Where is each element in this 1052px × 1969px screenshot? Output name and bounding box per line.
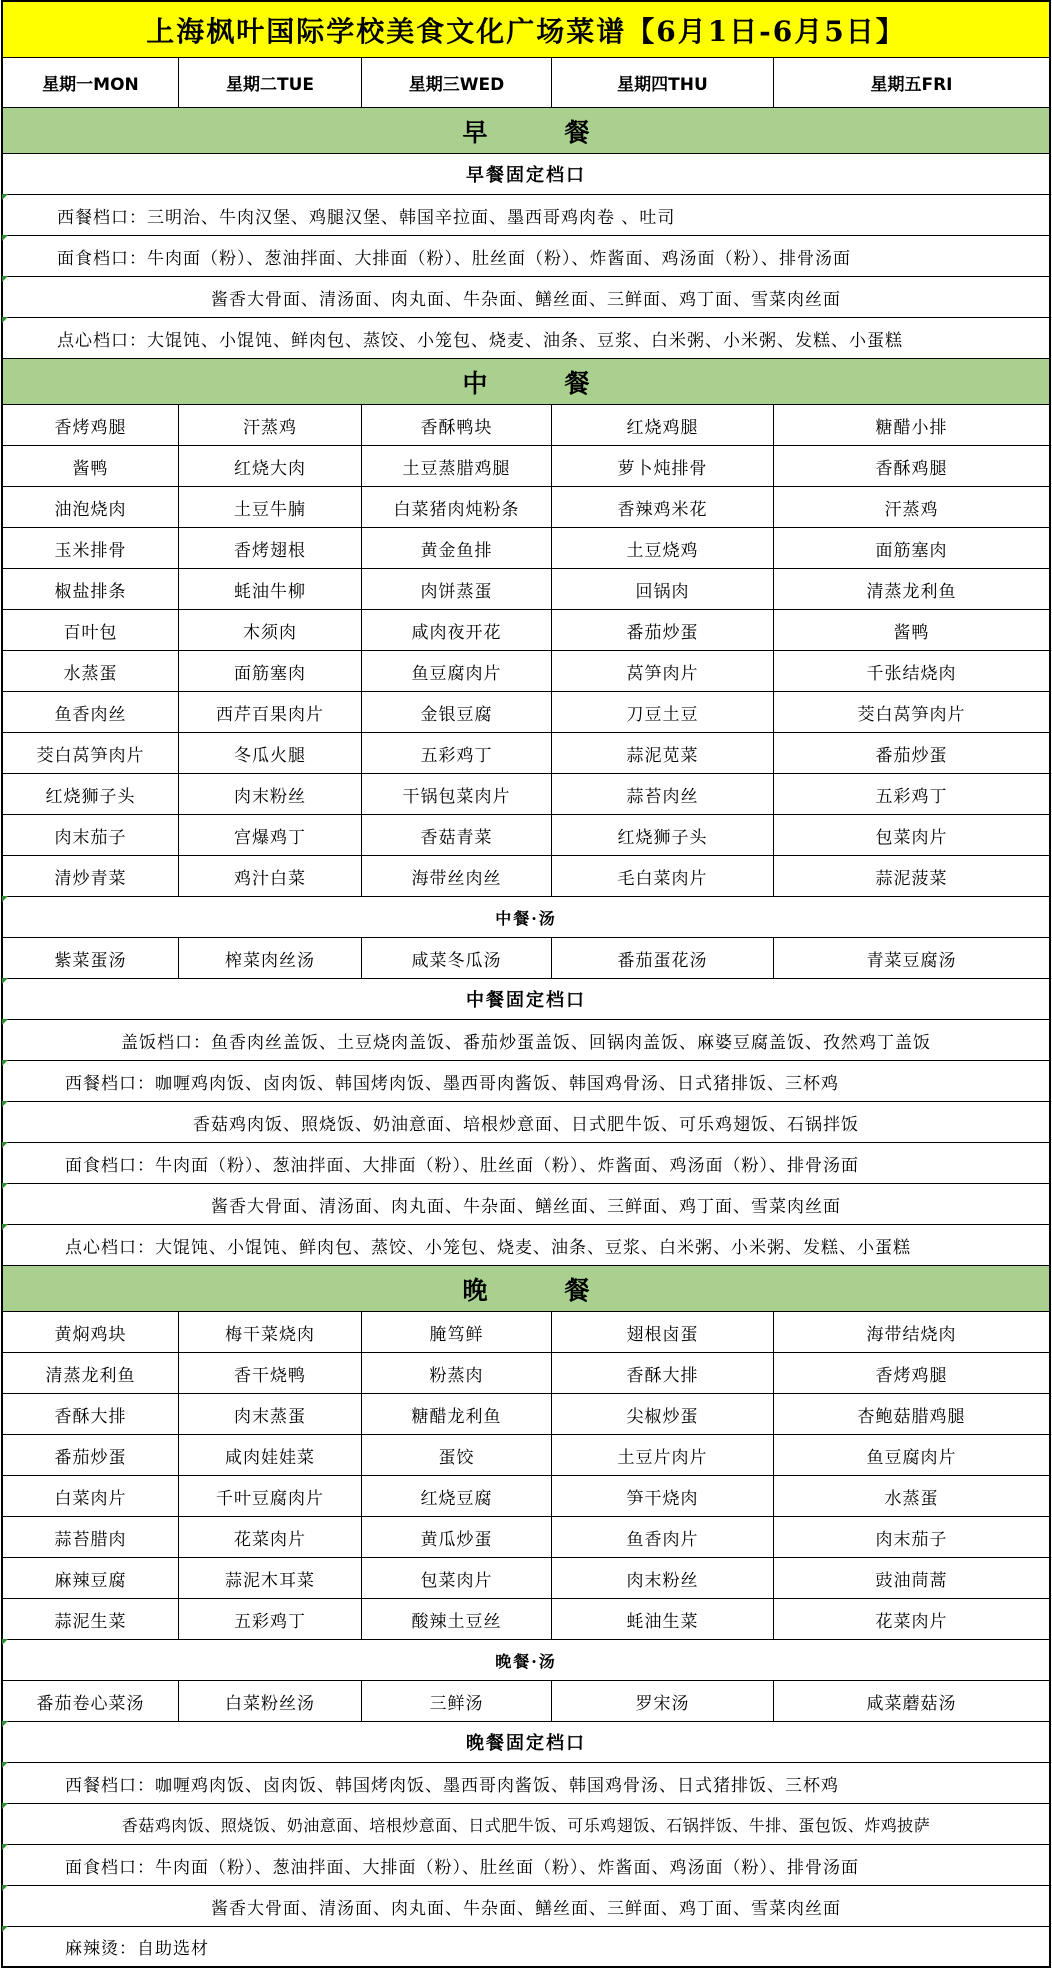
lunch-fixed-heading: 中餐固定档口 — [466, 990, 586, 1011]
dinner-dish-tue: 蒜泥木耳菜 — [179, 1558, 362, 1598]
dinner-dish-fri: 杏鲍菇腊鸡腿 — [857, 1406, 966, 1427]
lunch-dish-mon: 肉末茄子 — [3, 815, 179, 855]
table-row — [1, 528, 1051, 569]
lunch-line — [1, 1184, 1051, 1225]
dinner-western-stall: 西餐档口：咖喱鸡肉饭、卤肉饭、韩国烤肉饭、墨西哥肉酱饭、韩国鸡骨汤、日式猪排饭、三杯鸡 — [65, 1775, 839, 1796]
dinner-dish-tue: 梅干菜烧肉 — [179, 1312, 362, 1352]
dinner-dish-mon: 香酥大排 — [3, 1394, 179, 1434]
dinner-dish-mon: 番茄炒蛋 — [3, 1435, 179, 1475]
dinner-dish-wed: 包菜肉片 — [362, 1558, 552, 1598]
lunch-dish-tue: 蚝油牛柳 — [179, 569, 362, 609]
dinner-soup-row — [1, 1681, 1051, 1722]
lunch-dish-mon: 香烤鸡腿 — [3, 405, 179, 445]
table-row — [1, 405, 1051, 446]
lunch-line — [1, 1143, 1051, 1184]
dinner-soup-header — [1, 1640, 1051, 1681]
dinner-dish-mon: 黄焖鸡块 — [3, 1312, 179, 1352]
dinner-heading: 晚 餐 — [462, 1275, 616, 1305]
lunch-dish-wed: 鱼豆腐肉片 — [362, 651, 552, 691]
dinner-dish-tue: 五彩鸡丁 — [179, 1599, 362, 1639]
table-row — [1, 1599, 1051, 1640]
dinner-malatang-stall: 麻辣烫：自助选材 — [65, 1939, 209, 1959]
dinner-fixed-heading: 晚餐固定档口 — [466, 1733, 586, 1754]
lunch-soup-row — [1, 938, 1051, 979]
table-row — [1, 815, 1051, 856]
lunch-dish-fri: 汗蒸鸡 — [884, 499, 939, 520]
dinner-dish-wed: 酸辣土豆丝 — [362, 1599, 552, 1639]
dinner-dish-wed: 蛋饺 — [362, 1435, 552, 1475]
day-fri: 星期五FRI — [870, 75, 953, 95]
dinner-dish-tue: 香干烧鸭 — [179, 1353, 362, 1393]
table-row — [1, 651, 1051, 692]
lunch-section-header — [1, 359, 1051, 405]
weekday-header — [1, 58, 1051, 108]
dinner-dish-tue: 肉末蒸蛋 — [179, 1394, 362, 1434]
table-row — [1, 1476, 1051, 1517]
lunch-dish-mon: 茭白莴笋肉片 — [3, 733, 179, 773]
dinner-dish-wed: 红烧豆腐 — [362, 1476, 552, 1516]
dinner-dish-thu: 翅根卤蛋 — [552, 1312, 774, 1352]
lunch-dish-thu: 红烧鸡腿 — [552, 405, 774, 445]
dinner-dish-mon: 蒜泥生菜 — [3, 1599, 179, 1639]
dinner-dish-thu: 土豆片肉片 — [552, 1435, 774, 1475]
lunch-dish-wed: 香菇青菜 — [362, 815, 552, 855]
table-row — [1, 774, 1051, 815]
dinner-dish-tue: 千叶豆腐肉片 — [179, 1476, 362, 1516]
lunch-line — [1, 1061, 1051, 1102]
lunch-dish-tue: 面筋塞肉 — [179, 651, 362, 691]
dinner-line — [1, 1886, 1051, 1927]
lunch-dish-tue: 木须肉 — [179, 610, 362, 650]
lunch-dish-thu: 番茄炒蛋 — [552, 610, 774, 650]
lunch-line — [1, 1102, 1051, 1143]
dinner-line — [1, 1763, 1051, 1804]
lunch-dish-fri: 包菜肉片 — [875, 827, 948, 848]
table-row — [1, 1435, 1051, 1476]
lunch-dish-thu: 土豆烧鸡 — [552, 528, 774, 568]
dinner-dish-fri: 肉末茄子 — [875, 1529, 948, 1550]
lunch-dish-mon: 油泡烧肉 — [3, 487, 179, 527]
lunch-dish-mon: 清炒青菜 — [3, 856, 179, 896]
dinner-dish-fri: 水蒸蛋 — [884, 1488, 939, 1509]
lunch-dish-mon: 玉米排骨 — [3, 528, 179, 568]
lunch-dish-tue: 冬瓜火腿 — [179, 733, 362, 773]
lunch-dish-thu: 刀豆土豆 — [552, 692, 774, 732]
dinner-dish-thu: 肉末粉丝 — [552, 1558, 774, 1598]
dinner-dish-tue: 咸肉娃娃菜 — [179, 1435, 362, 1475]
table-row — [1, 610, 1051, 651]
dinner-dish-wed: 糖醋龙利鱼 — [362, 1394, 552, 1434]
lunch-dish-fri: 千张结烧肉 — [866, 663, 957, 684]
table-row — [1, 1558, 1051, 1599]
lunch-dish-wed: 白菜猪肉炖粉条 — [362, 487, 552, 527]
lunch-dish-tue: 宫爆鸡丁 — [179, 815, 362, 855]
day-mon: 星期一MON — [3, 58, 179, 107]
dinner-dish-thu: 笋干烧肉 — [552, 1476, 774, 1516]
lunch-dish-thu: 蒜泥苋菜 — [552, 733, 774, 773]
lunch-dish-fri: 番茄炒蛋 — [875, 745, 948, 766]
lunch-dish-thu: 回锅肉 — [552, 569, 774, 609]
table-row — [1, 487, 1051, 528]
lunch-dish-fri: 蒜泥菠菜 — [875, 868, 948, 889]
lunch-dish-wed: 干锅包菜肉片 — [362, 774, 552, 814]
dinner-dish-wed: 黄瓜炒蛋 — [362, 1517, 552, 1557]
lunch-dish-tue: 西芹百果肉片 — [179, 692, 362, 732]
dinner-soup-tue: 白菜粉丝汤 — [179, 1681, 362, 1721]
dinner-soup-wed: 三鲜汤 — [362, 1681, 552, 1721]
dinner-soup-fri: 咸菜蘑菇汤 — [866, 1693, 957, 1714]
menu-sheet — [1, 0, 1051, 1968]
dinner-fixed-header — [1, 1722, 1051, 1763]
day-wed: 星期三WED — [362, 58, 552, 107]
lunch-soup-heading: 中餐·汤 — [495, 908, 557, 928]
table-row — [1, 733, 1051, 774]
lunch-dish-fri: 酱鸭 — [893, 622, 930, 643]
lunch-dish-wed: 香酥鸭块 — [362, 405, 552, 445]
table-row — [1, 1312, 1051, 1353]
breakfast-line — [1, 195, 1051, 236]
lunch-dish-thu: 红烧狮子头 — [552, 815, 774, 855]
dinner-dish-fri: 豉油茼蒿 — [875, 1570, 948, 1591]
lunch-dish-wed: 肉饼蒸蛋 — [362, 569, 552, 609]
lunch-dish-fri: 糖醋小排 — [875, 417, 948, 438]
lunch-heading: 中 餐 — [462, 368, 616, 398]
dinner-soup-mon: 番茄卷心菜汤 — [3, 1681, 179, 1721]
breakfast-dimsum-stall: 点心档口：大馄饨、小馄饨、鲜肉包、蒸饺、小笼包、烧麦、油条、豆浆、白米粥、小米粥、发糕、小蛋糕 — [57, 330, 903, 351]
table-row — [1, 569, 1051, 610]
lunch-dish-tue: 汗蒸鸡 — [179, 405, 362, 445]
day-tue: 星期二TUE — [179, 58, 362, 107]
lunch-soup-header — [1, 897, 1051, 938]
lunch-line — [1, 1225, 1051, 1266]
table-row — [1, 1353, 1051, 1394]
lunch-noodle-stall: 面食档口：牛肉面（粉）、葱油拌面、大排面（粉）、肚丝面（粉）、炸酱面、鸡汤面（粉）、排骨汤面 — [65, 1155, 859, 1176]
lunch-soup-mon: 紫菜蛋汤 — [3, 938, 179, 978]
dinner-dish-mon: 蒜苔腊肉 — [3, 1517, 179, 1557]
lunch-dish-wed: 咸肉夜开花 — [362, 610, 552, 650]
breakfast-noodle-stall-cont: 酱香大骨面、清汤面、肉丸面、牛杂面、鳝丝面、三鲜面、鸡丁面、雪菜肉丝面 — [211, 289, 841, 310]
table-row — [1, 446, 1051, 487]
lunch-dish-wed: 黄金鱼排 — [362, 528, 552, 568]
lunch-line — [1, 1020, 1051, 1061]
lunch-dimsum-stall: 点心档口：大馄饨、小馄饨、鲜肉包、蒸饺、小笼包、烧麦、油条、豆浆、白米粥、小米粥、发糕、小蛋糕 — [65, 1237, 911, 1258]
breakfast-line — [1, 236, 1051, 277]
lunch-dish-mon: 百叶包 — [3, 610, 179, 650]
dinner-line — [1, 1927, 1051, 1968]
breakfast-western-stall: 西餐档口：三明治、牛肉汉堡、鸡腿汉堡、韩国辛拉面、墨西哥鸡肉卷 、吐司 — [57, 207, 676, 228]
lunch-dish-thu: 香辣鸡米花 — [552, 487, 774, 527]
table-row — [1, 1394, 1051, 1435]
breakfast-heading: 早 餐 — [462, 117, 616, 147]
dinner-dish-thu: 尖椒炒蛋 — [552, 1394, 774, 1434]
lunch-dish-thu: 萝卜炖排骨 — [552, 446, 774, 486]
page-title: 上海枫叶国际学校美食文化广场菜谱【6月1日-6月5日】 — [146, 14, 906, 48]
dinner-dish-thu: 香酥大排 — [552, 1353, 774, 1393]
table-row — [1, 1517, 1051, 1558]
dinner-dish-wed: 粉蒸肉 — [362, 1353, 552, 1393]
dinner-line — [1, 1845, 1051, 1886]
lunch-dish-grid — [1, 405, 1051, 897]
lunch-dish-thu: 莴笋肉片 — [552, 651, 774, 691]
day-thu: 星期四THU — [552, 58, 774, 107]
dinner-dish-fri: 鱼豆腐肉片 — [866, 1447, 957, 1468]
breakfast-fixed-header — [1, 154, 1051, 195]
lunch-dish-fri: 面筋塞肉 — [875, 540, 948, 561]
lunch-dish-thu: 蒜苔肉丝 — [552, 774, 774, 814]
lunch-dish-tue: 土豆牛腩 — [179, 487, 362, 527]
lunch-soup-wed: 咸菜冬瓜汤 — [362, 938, 552, 978]
dinner-section-header — [1, 1266, 1051, 1312]
lunch-dish-mon: 椒盐排条 — [3, 569, 179, 609]
lunch-dish-wed: 金银豆腐 — [362, 692, 552, 732]
dinner-dish-mon: 白菜肉片 — [3, 1476, 179, 1516]
dinner-dish-thu: 鱼香肉片 — [552, 1517, 774, 1557]
dinner-dish-mon: 清蒸龙利鱼 — [3, 1353, 179, 1393]
lunch-dish-mon: 鱼香肉丝 — [3, 692, 179, 732]
dinner-dish-grid — [1, 1312, 1051, 1640]
dinner-dish-mon: 麻辣豆腐 — [3, 1558, 179, 1598]
lunch-dish-mon: 红烧狮子头 — [3, 774, 179, 814]
breakfast-line — [1, 277, 1051, 318]
lunch-dish-fri: 清蒸龙利鱼 — [866, 581, 957, 602]
dinner-dish-fri: 海带结烧肉 — [866, 1324, 957, 1345]
lunch-dish-fri: 香酥鸡腿 — [875, 458, 948, 479]
lunch-dish-wed: 五彩鸡丁 — [362, 733, 552, 773]
dinner-dish-wed: 腌笃鲜 — [362, 1312, 552, 1352]
lunch-western-stall: 西餐档口：咖喱鸡肉饭、卤肉饭、韩国烤肉饭、墨西哥肉酱饭、韩国鸡骨汤、日式猪排饭、三杯鸡 — [65, 1073, 839, 1094]
lunch-dish-tue: 红烧大肉 — [179, 446, 362, 486]
lunch-fixed-header — [1, 979, 1051, 1020]
dinner-line — [1, 1804, 1051, 1845]
lunch-dish-wed: 海带丝肉丝 — [362, 856, 552, 896]
title-row — [1, 0, 1051, 58]
dinner-noodle-stall-cont: 酱香大骨面、清汤面、肉丸面、牛杂面、鳝丝面、三鲜面、鸡丁面、雪菜肉丝面 — [211, 1898, 841, 1919]
lunch-dish-tue: 鸡汁白菜 — [179, 856, 362, 896]
breakfast-line — [1, 318, 1051, 359]
lunch-dish-tue: 肉末粉丝 — [179, 774, 362, 814]
dinner-soup-thu: 罗宋汤 — [552, 1681, 774, 1721]
lunch-dish-tue: 香烤翅根 — [179, 528, 362, 568]
lunch-dish-fri: 五彩鸡丁 — [875, 786, 948, 807]
table-row — [1, 692, 1051, 733]
lunch-dish-fri: 茭白莴笋肉片 — [857, 704, 966, 725]
lunch-soup-fri: 青菜豆腐汤 — [866, 950, 957, 971]
lunch-dish-wed: 土豆蒸腊鸡腿 — [362, 446, 552, 486]
dinner-dish-thu: 蚝油生菜 — [552, 1599, 774, 1639]
dinner-dish-fri: 香烤鸡腿 — [875, 1365, 948, 1386]
dinner-dish-tue: 花菜肉片 — [179, 1517, 362, 1557]
breakfast-noodle-stall: 面食档口：牛肉面（粉）、葱油拌面、大排面（粉）、肚丝面（粉）、炸酱面、鸡汤面（粉）、排骨汤面 — [57, 248, 851, 269]
dinner-noodle-stall: 面食档口：牛肉面（粉）、葱油拌面、大排面（粉）、肚丝面（粉）、炸酱面、鸡汤面（粉）、排骨汤面 — [65, 1857, 859, 1878]
lunch-soup-tue: 榨菜肉丝汤 — [179, 938, 362, 978]
dinner-western-stall-cont: 香菇鸡肉饭、照烧饭、奶油意面、培根炒意面、日式肥牛饭、可乐鸡翅饭、石锅拌饭、牛排、蛋包饭、炸鸡披萨 — [121, 1815, 931, 1835]
lunch-dish-mon: 酱鸭 — [3, 446, 179, 486]
lunch-dish-mon: 水蒸蛋 — [3, 651, 179, 691]
lunch-western-stall-cont: 香菇鸡肉饭、照烧饭、奶油意面、培根炒意面、日式肥牛饭、可乐鸡翅饭、石锅拌饭 — [193, 1114, 859, 1135]
breakfast-fixed-heading: 早餐固定档口 — [466, 165, 586, 186]
lunch-soup-thu: 番茄蛋花汤 — [552, 938, 774, 978]
lunch-noodle-stall-cont: 酱香大骨面、清汤面、肉丸面、牛杂面、鳝丝面、三鲜面、鸡丁面、雪菜肉丝面 — [211, 1196, 841, 1217]
lunch-rice-stall: 盖饭档口：鱼香肉丝盖饭、土豆烧肉盖饭、番茄炒蛋盖饭、回锅肉盖饭、麻婆豆腐盖饭、孜然鸡丁盖饭 — [121, 1032, 931, 1053]
dinner-soup-heading: 晚餐·汤 — [495, 1651, 557, 1671]
table-row — [1, 856, 1051, 897]
dinner-dish-fri: 花菜肉片 — [875, 1611, 948, 1632]
breakfast-section-header — [1, 108, 1051, 154]
lunch-dish-thu: 毛白菜肉片 — [552, 856, 774, 896]
